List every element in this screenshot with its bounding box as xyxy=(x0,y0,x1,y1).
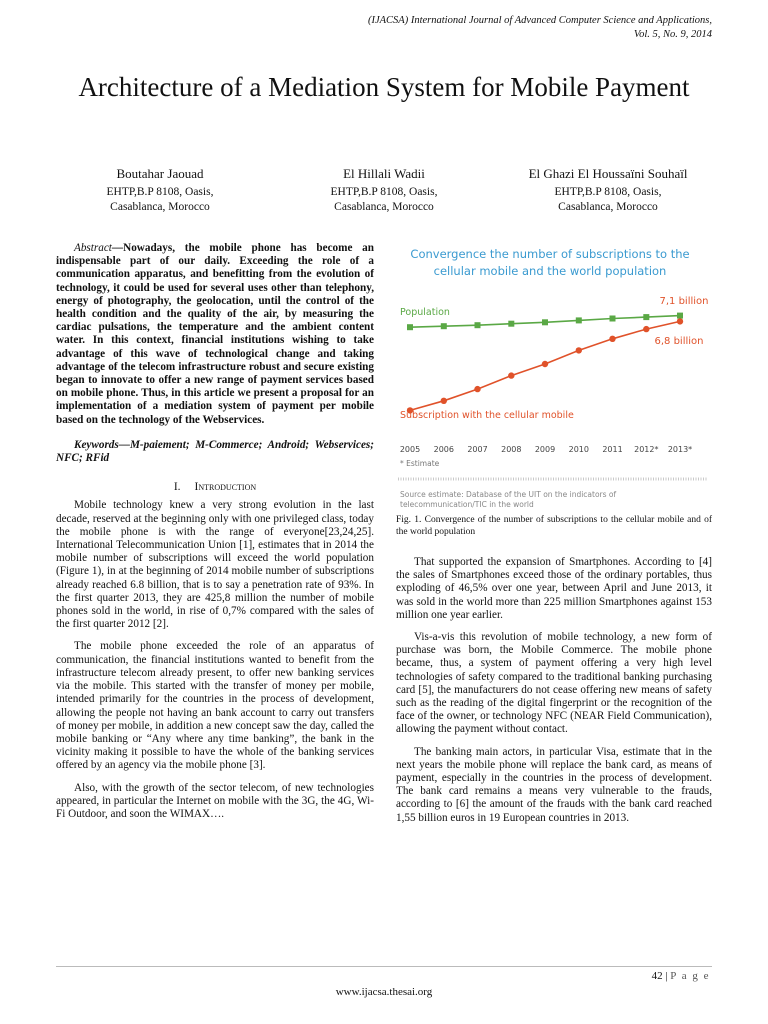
data-point xyxy=(441,398,447,404)
series-label-subscriptions: Subscription with the cellular mobile xyxy=(400,410,574,421)
x-tick-label: 2005 xyxy=(399,445,421,454)
data-point xyxy=(610,316,616,322)
data-point xyxy=(441,323,447,329)
journal-header xyxy=(192,14,712,42)
data-point xyxy=(643,326,649,332)
annotation-subscription-value: 6,8 billion xyxy=(654,336,704,347)
data-point xyxy=(609,336,615,342)
data-point xyxy=(475,322,481,328)
abstract xyxy=(56,242,374,427)
chart-title-line-2: cellular mobile and the world population xyxy=(433,264,667,278)
abstract-label: Abstract xyxy=(74,242,112,254)
chart-title-line-1: Convergence the number of subscriptions to the xyxy=(410,247,690,261)
x-tick-label: 2010 xyxy=(568,445,589,454)
annotation-population-value: 7,1 billion xyxy=(659,296,709,307)
paper-title: Architecture of a Mediation System for Mobile Payment xyxy=(78,72,690,102)
page-number xyxy=(652,970,710,982)
author-3 xyxy=(503,165,713,215)
x-tick-label: 2007 xyxy=(467,445,488,454)
x-tick-label: 2006 xyxy=(433,445,454,454)
x-tick-label: 2008 xyxy=(501,445,522,454)
author-2 xyxy=(279,165,489,215)
figure-caption: Fig. 1. Convergence of the number of subscriptions to the cellular mobile and of the world population xyxy=(396,515,712,537)
section-title: Introduction xyxy=(194,481,257,494)
abstract-dash: — xyxy=(111,242,124,254)
data-point xyxy=(677,318,683,324)
data-point xyxy=(542,319,548,325)
data-point xyxy=(576,317,582,323)
author-affiliation: EHTP,B.P 8108, Oasis, xyxy=(554,186,662,198)
chart-source-line-2: telecommunication/TIC in the world xyxy=(400,500,534,509)
paragraph: That supported the expansion of Smartphones. According to [4] the sales of Smartphones exceed those of the ordinary portables, thus exploding of 46,5% over one year, between April and June 2013, it was sold in the world more than 225 million Smartphones against 153 million one year earlier. xyxy=(396,556,712,621)
page-word: P a g e xyxy=(670,970,710,982)
section-heading-introduction xyxy=(56,481,374,494)
author-list xyxy=(55,165,713,215)
footer-rule xyxy=(56,966,712,967)
data-point xyxy=(677,313,683,319)
x-tick-label: 2011 xyxy=(602,445,623,454)
subscriptions-chart xyxy=(396,242,712,512)
paragraph: The mobile phone exceeded the role of an apparatus of communication, the financial institutions wanted to benefit from the infrastructure telecom already present, to offer new banking services via the mobile. This started with the transfer of money per mobile, intended primarily for the countries in the process of development, allowing the people not having an bank account to carry out transfers of money per mobile, in addition a new concept saw the day, called the mobile banking or “Any where any time banking”, the bank in the vicinity making it possible to have the whole of the banking services offered by an agency via the mobile phone [3]. xyxy=(56,640,374,772)
x-tick-label: 2009 xyxy=(534,445,556,454)
footer-url: www.ijacsa.thesai.org xyxy=(335,986,433,998)
page-number-separator: | xyxy=(662,970,671,982)
author-city: Casablanca, Morocco xyxy=(558,201,658,213)
keywords-text: M-paiement; M-Commerce; Android; Webservices; NFC; RFid xyxy=(56,438,374,465)
x-axis-ticks xyxy=(400,445,692,454)
chart-footnote: * Estimate xyxy=(400,459,440,468)
data-point xyxy=(643,314,649,320)
x-tick-label: 2013* xyxy=(667,445,693,454)
keywords-label: Keywords— xyxy=(74,438,130,451)
data-point xyxy=(576,347,582,353)
author-affiliation: EHTP,B.P 8108, Oasis, xyxy=(330,186,438,198)
author-1 xyxy=(55,165,265,215)
x-tick-label: 2012* xyxy=(634,445,659,454)
data-point xyxy=(508,321,514,327)
series-label-population: Population xyxy=(400,307,450,318)
figure-1 xyxy=(396,242,712,512)
author-affiliation: EHTP,B.P 8108, Oasis, xyxy=(106,186,214,198)
journal-name: (IJACSA) International Journal of Advanced Computer Science and Applications, xyxy=(367,15,712,26)
paragraph: The banking main actors, in particular Visa, estimate that in the next years the mobile phone will replace the bank card, as means of payment, especially in the countries in the process of development. The bank card remains a means very vulnerable to the frauds, according to [6] the amount of the frauds with the bank card reached 1,55 billion euros in 19 European countries in 2013. xyxy=(396,745,712,824)
data-point xyxy=(474,386,480,392)
section-number: I. xyxy=(173,481,181,494)
right-column xyxy=(396,242,712,834)
author-name: El Ghazi El Houssaïni Souhaïl xyxy=(528,166,688,181)
paragraph: Vis-a-vis this revolution of mobile technology, a new form of purchase was born, the Mobile Commerce. The mobile phone became, thus, a system of payment offering a very high level technologies of safety compared to the traditional banking purchasing card [5], the manufacturers do not cease offering new means of safety such as the reading of the digital fingerprint or the recognition of the face of the owner, or technology NFC (NEAR Field Communication), allowing the payment without contact. xyxy=(396,631,712,736)
journal-volume: Vol. 5, No. 9, 2014 xyxy=(633,29,712,40)
data-point xyxy=(508,372,514,378)
left-column xyxy=(56,242,374,830)
author-city: Casablanca, Morocco xyxy=(334,201,434,213)
paragraph: Mobile technology knew a very strong evolution in the last decade, reserved at the beginning only with one privileged class, today the mobile phone is with the range of everyone[23,24,25]. International Telecommunication Union [1], estimates that in 2014 the mobile number of subscriptions will exceed the world population (Figure 1), in at the beginning of 2014 mobile number of subscriptions already reached 6.8 billion, that is to say a penetration rate of 93%. In the first quarter 2013, they are 425,8 million the number of mobile phones sold in the world, in rise of 0,7% compared with the sales of the first quarter 2012 [2]. xyxy=(56,499,374,631)
keywords xyxy=(56,439,374,465)
chart-source-line-1: Source estimate: Database of the UIT on the indicators of xyxy=(400,490,617,499)
author-name: El Hillali Wadii xyxy=(343,166,425,181)
data-point xyxy=(542,361,548,367)
data-point xyxy=(407,324,413,330)
author-name: Boutahar Jaouad xyxy=(116,166,204,181)
abstract-text: Nowadays, the mobile phone has become an indispensable part of our daily. Exceeding the role of a communication apparatus, and benefitting from the evolution of technology, it could be used for several uses other than telephony, energy of photography, the geolocation, until the control of the health condition and the quality of the air, by measuring the cardiac pulsations, the temperature and the ambient content water. In this context, financial institutions wishing to take advantage of this wave of technological change and taking advantage of the telecom infrastructure robust and secure existing began to innovate to offer a new range of payment services based on mobile phone. Thus, in this article we present a proposal for an implementation of a mediation system of payment per mobile based on the technology of the Webservices. xyxy=(56,242,374,426)
author-city: Casablanca, Morocco xyxy=(110,201,210,213)
paragraph: Also, with the growth of the sector telecom, of new technologies appeared, in particular the Internet on mobile with the 3G, the 4G, Wi-Fi Outdoor, and soon the WIMAX…. xyxy=(56,781,374,820)
page-number-value: 42 xyxy=(651,970,663,982)
